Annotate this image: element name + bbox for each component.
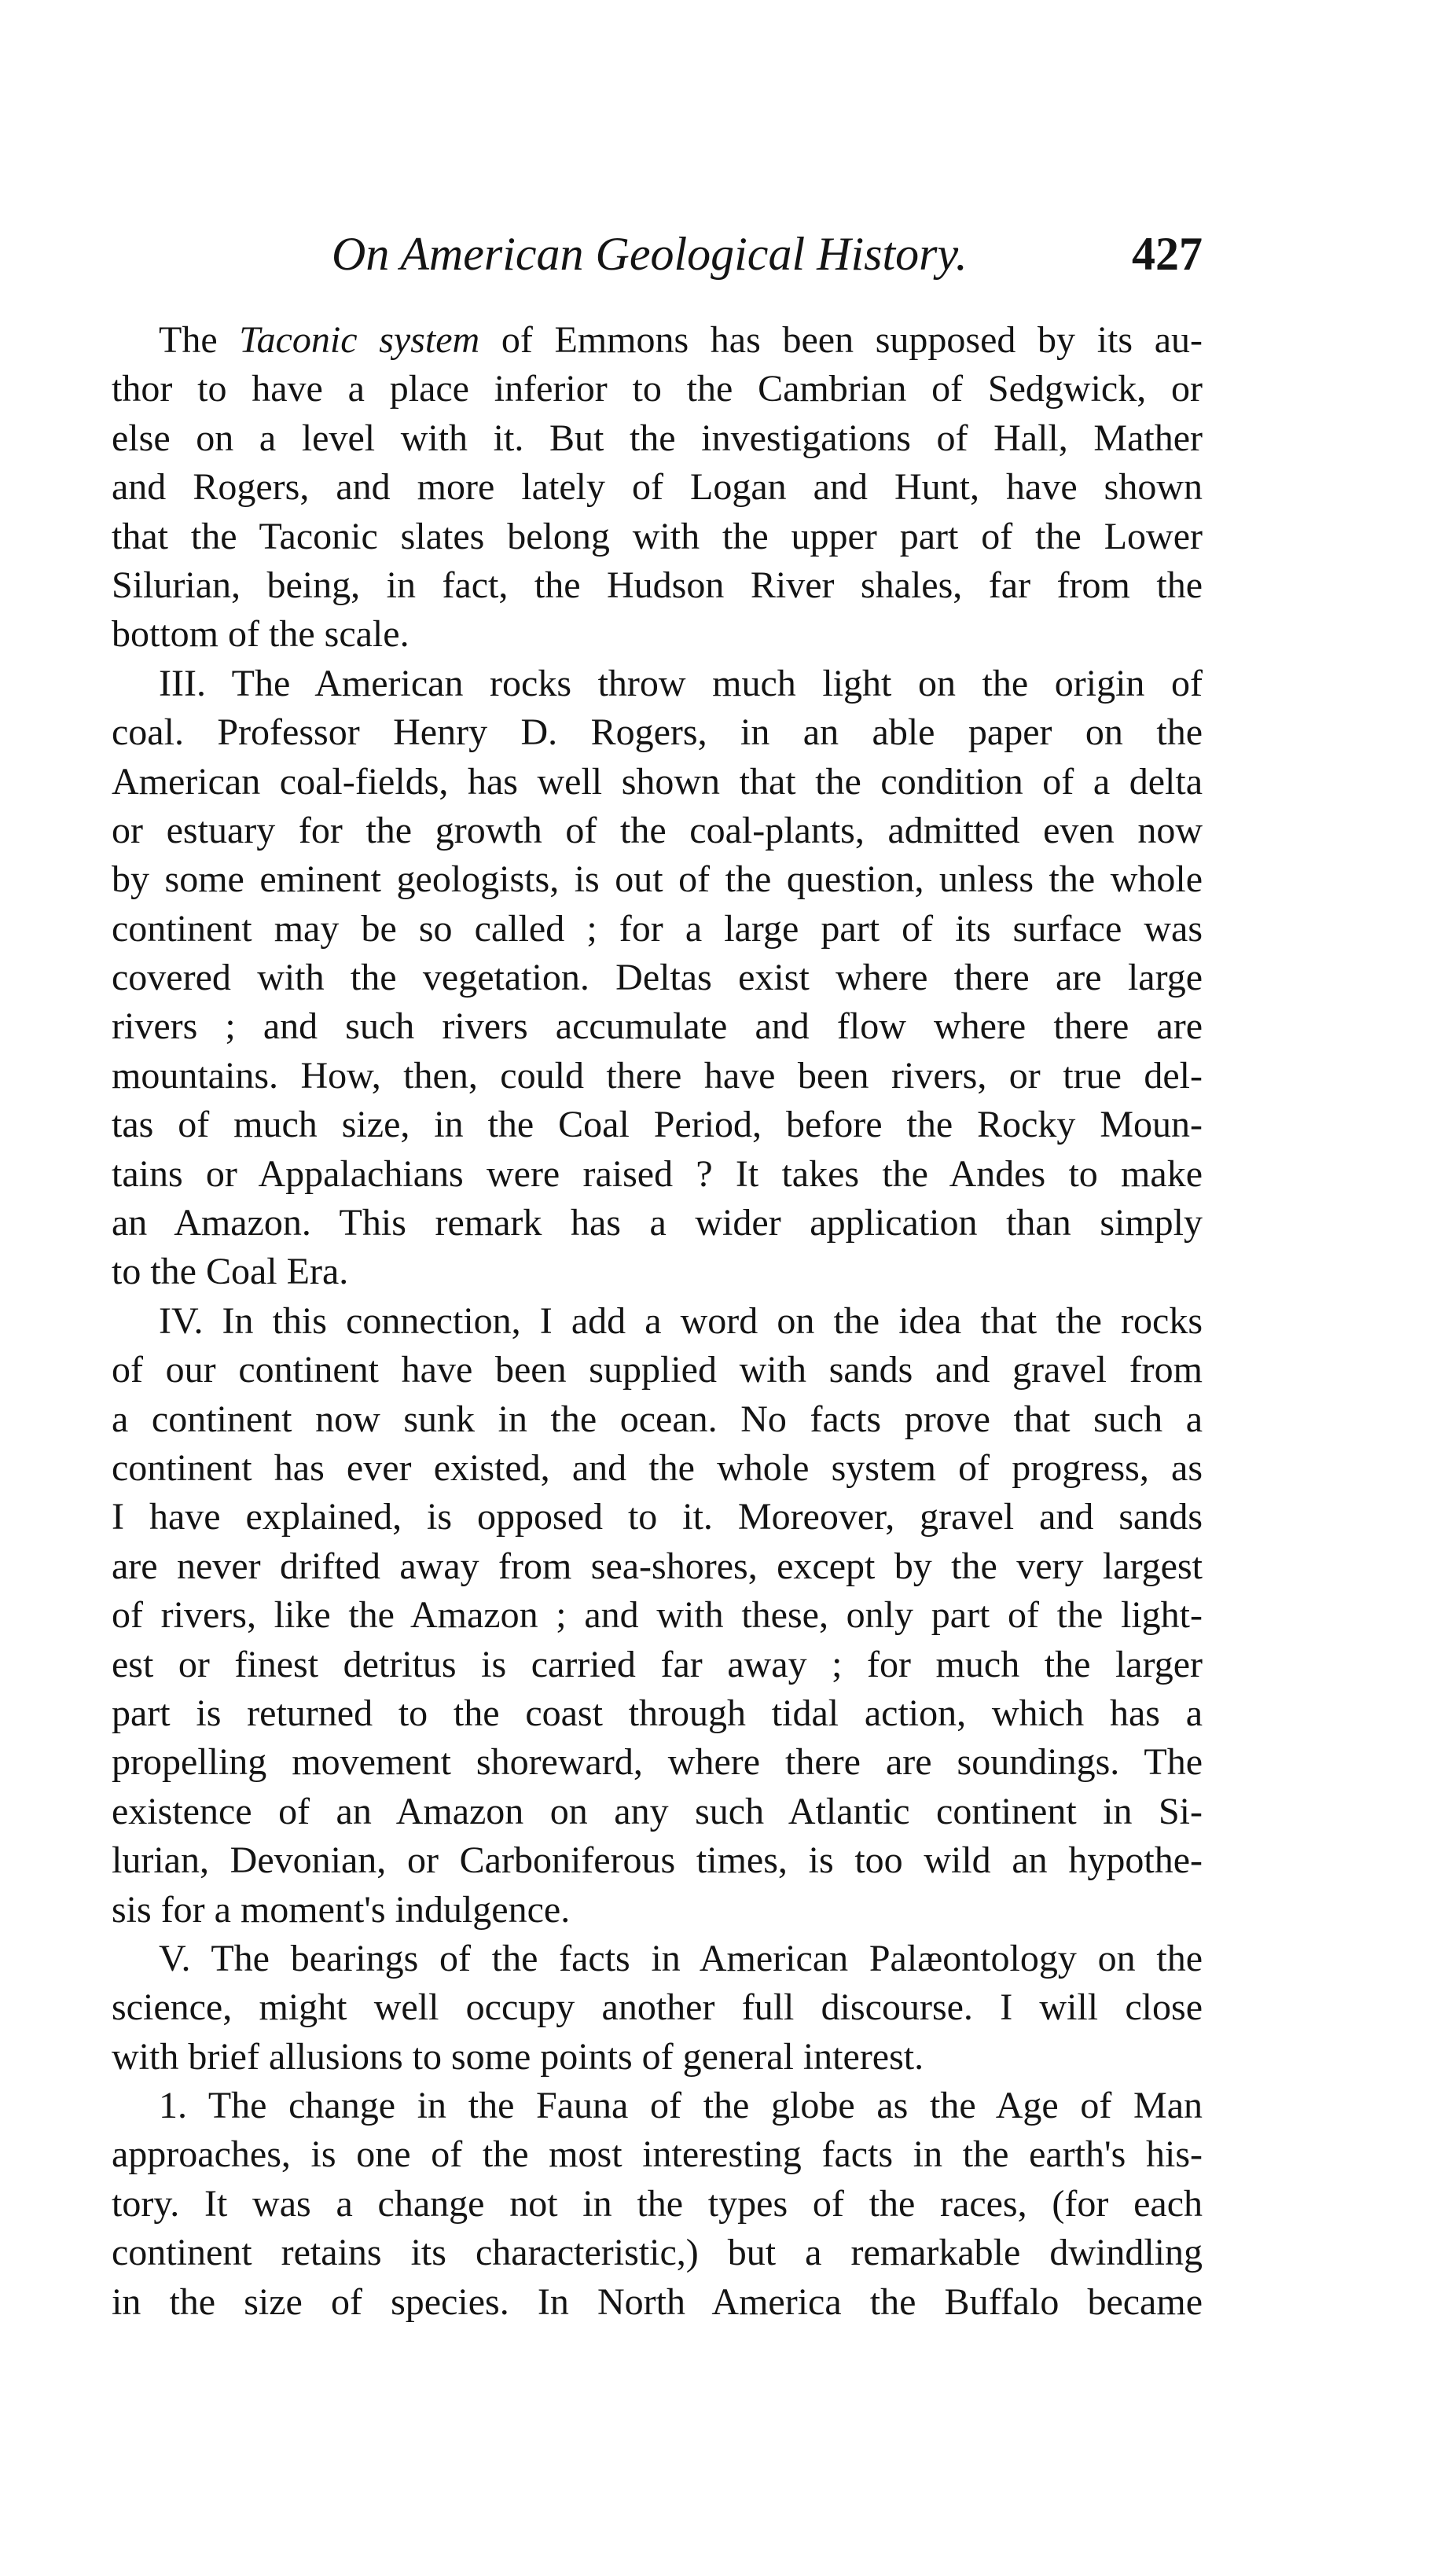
text-line: sis for a moment's indulgence.	[112, 1888, 571, 1931]
page-number: 427	[1132, 228, 1203, 280]
text-line: American coal-fields, has well shown that the condition of a delta	[112, 760, 1203, 803]
text-line: bottom of the scale.	[112, 613, 409, 656]
text-line: in the size of species. In North America the Buffalo became	[112, 2280, 1203, 2323]
text-line: of our continent have been supplied with sands and gravel from	[112, 1349, 1203, 1391]
text-line: continent retains its characteristic,) but a remarkable dwindling	[112, 2232, 1203, 2274]
text-line: I have explained, is opposed to it. Moreover, gravel and sands	[112, 1496, 1203, 1538]
text-line: est or finest detritus is carried far away ; for much the larger	[112, 1643, 1203, 1685]
body-text	[112, 316, 1203, 2327]
text-line: with brief allusions to some points of general interest.	[112, 2035, 924, 2078]
running-title: On American Geological History.	[332, 228, 968, 280]
text-line: thor to have a place inferior to the Cambrian of Sedgwick, or	[112, 368, 1203, 410]
text-line: or estuary for the growth of the coal-plants, admitted even now	[112, 809, 1203, 851]
text-line: propelling movement shoreward, where there are soundings. The	[112, 1741, 1203, 1784]
text-line: 1. The change in the Fauna of the globe as the Age of Man	[159, 2085, 1203, 2127]
text-line: continent may be so called ; for a large part of its surface was	[112, 907, 1203, 950]
text-line: existence of an Amazon on any such Atlantic continent in Si-	[112, 1790, 1203, 1832]
text-line: lurian, Devonian, or Carboniferous times, is too wild an hypothe-	[112, 1839, 1203, 1882]
text-line: that the Taconic slates belong with the upper part of the Lower	[112, 515, 1203, 557]
text-line: tory. It was a change not in the types of the races, (for each	[112, 2182, 1203, 2225]
text-line: rivers ; and such rivers accumulate and flow where there are	[112, 1005, 1203, 1048]
text-line: are never drifted away from sea-shores, except by the very largest	[112, 1545, 1203, 1587]
text-line: of rivers, like the Amazon ; and with these, only part of the light-	[112, 1594, 1203, 1637]
text-line: and Rogers, and more lately of Logan and Hunt, have shown	[112, 466, 1203, 509]
text-line: approaches, is one of the most interesting facts in the earth's his-	[112, 2133, 1203, 2176]
text-line: V. The bearings of the facts in American Palæontology on the	[159, 1937, 1203, 1979]
text-line: by some eminent geologists, is out of the question, unless the whole	[112, 858, 1203, 901]
text-line: a continent now sunk in the ocean. No facts prove that such a	[112, 1398, 1203, 1440]
text-line: Silurian, being, in fact, the Hudson River shales, far from the	[112, 564, 1203, 606]
text-line: to the Coal Era.	[112, 1251, 349, 1293]
text-line: mountains. How, then, could there have been rivers, or true del-	[112, 1054, 1203, 1097]
text-line: tas of much size, in the Coal Period, before the Rocky Moun-	[112, 1104, 1203, 1146]
text-line: else on a level with it. But the investigations of Hall, Mather	[112, 417, 1203, 459]
text-line: III. The American rocks throw much light on the origin of	[159, 662, 1203, 704]
text-line: continent has ever existed, and the whole system of progress, as	[112, 1446, 1203, 1489]
text-line: IV. In this connection, I add a word on the idea that the rocks	[159, 1299, 1203, 1342]
text-line: covered with the vegetation. Deltas exist where there are large	[112, 957, 1203, 999]
page-header	[102, 222, 1203, 285]
text-line: tains or Appalachians were raised ? It takes the Andes to make	[112, 1152, 1203, 1195]
emphasized-term: Taconic system	[239, 319, 480, 361]
text-line: an Amazon. This remark has a wider application than simply	[112, 1202, 1203, 1244]
text-line: coal. Professor Henry D. Rogers, in an able paper on the	[112, 711, 1203, 754]
text-line: The Taconic system of Emmons has been supposed by its au-	[159, 319, 1203, 361]
text-line: science, might well occupy another full discourse. I will close	[112, 1986, 1203, 2029]
text-line: part is returned to the coast through tidal action, which has a	[112, 1692, 1203, 1734]
